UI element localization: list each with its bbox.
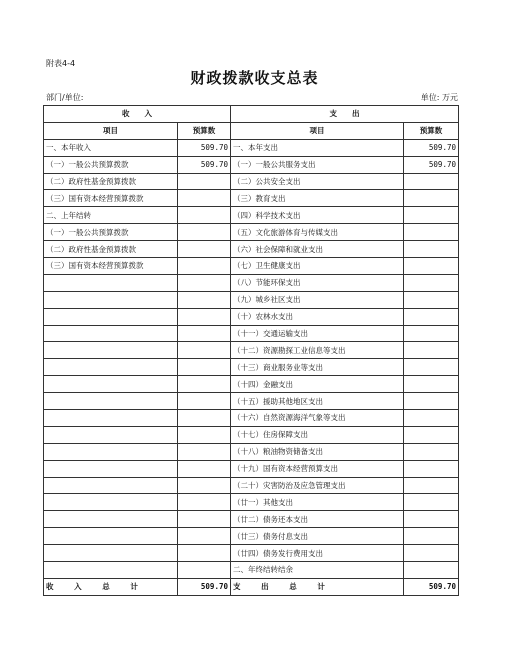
table-row <box>44 139 459 156</box>
income-value-cell <box>178 207 231 224</box>
expense-item-cell: （七）卫生健康支出 <box>231 258 404 275</box>
expense-value-cell <box>404 190 459 207</box>
table-row <box>44 494 459 511</box>
income-item-cell <box>44 460 178 477</box>
income-value-cell <box>178 562 231 579</box>
income-item-cell: （二）政府性基金预算拨款 <box>44 241 178 258</box>
page-title: 财政拨款收支总表 <box>190 69 319 87</box>
expense-value-cell: 509.70 <box>404 139 459 156</box>
totals-row <box>44 578 459 595</box>
income-item-cell: 二、上年结转 <box>44 207 178 224</box>
attachment-label: 附表4-4 <box>46 59 76 68</box>
income-value-cell <box>178 274 231 291</box>
table-row <box>44 241 459 258</box>
income-item-cell: （一）一般公共预算拨款 <box>44 224 178 241</box>
expense-value-cell <box>404 545 459 562</box>
income-item-cell <box>44 545 178 562</box>
expense-item-cell: （十）农林水支出 <box>231 308 404 325</box>
expense-value-cell <box>404 241 459 258</box>
income-value-cell: 509.70 <box>178 156 231 173</box>
expense-item-cell: （十七）住房保障支出 <box>231 426 404 443</box>
expense-value-cell <box>404 477 459 494</box>
table-row <box>44 173 459 190</box>
expense-item-cell: （廿一）其他支出 <box>231 494 404 511</box>
table-row <box>44 258 459 275</box>
expense-value-cell <box>404 410 459 427</box>
expense-value-cell <box>404 308 459 325</box>
income-item-cell <box>44 511 178 528</box>
income-value-cell <box>178 545 231 562</box>
expense-item-cell: （十九）国有资本经营预算支出 <box>231 460 404 477</box>
table-row <box>44 562 459 579</box>
table-row <box>44 426 459 443</box>
expense-item-cell: （廿三）债务付息支出 <box>231 528 404 545</box>
income-item-cell <box>44 443 178 460</box>
expense-item-cell: （一）一般公共服务支出 <box>231 156 404 173</box>
expense-item-cell: （二十）灾害防治及应急管理支出 <box>231 477 404 494</box>
income-value-cell <box>178 443 231 460</box>
income-value-cell <box>178 511 231 528</box>
expense-item-cell: （十一）交通运输支出 <box>231 325 404 342</box>
expense-item-cell: （三）教育支出 <box>231 190 404 207</box>
expense-item-cell: 二、年终结转结余 <box>231 562 404 579</box>
expense-item-cell: （十五）援助其他地区支出 <box>231 393 404 410</box>
income-item-cell <box>44 426 178 443</box>
expense-value-cell <box>404 291 459 308</box>
income-item-cell <box>44 410 178 427</box>
expense-value-cell <box>404 494 459 511</box>
income-value-cell <box>178 291 231 308</box>
expense-item-cell: （二）公共安全支出 <box>231 173 404 190</box>
income-value-cell <box>178 190 231 207</box>
income-value-cell <box>178 359 231 376</box>
income-value-cell <box>178 325 231 342</box>
expense-value-cell <box>404 325 459 342</box>
income-value-cell <box>178 342 231 359</box>
expense-value-cell <box>404 460 459 477</box>
income-item-cell <box>44 342 178 359</box>
table-row <box>44 342 459 359</box>
income-value-cell <box>178 258 231 275</box>
section-header-row <box>44 106 459 123</box>
table-row <box>44 224 459 241</box>
income-section-header: 收 入 <box>44 106 231 123</box>
expense-budget-header: 预算数 <box>404 122 459 139</box>
expense-value-cell <box>404 376 459 393</box>
table-row <box>44 460 459 477</box>
expense-value-cell <box>404 562 459 579</box>
income-value-cell <box>178 494 231 511</box>
table-row <box>44 393 459 410</box>
expense-item-cell: （廿四）债务发行费用支出 <box>231 545 404 562</box>
income-value-cell <box>178 224 231 241</box>
income-value-cell <box>178 426 231 443</box>
expense-value-cell <box>404 359 459 376</box>
table-row <box>44 325 459 342</box>
expense-item-cell: （十三）商业服务业等支出 <box>231 359 404 376</box>
income-item-cell <box>44 494 178 511</box>
table-row <box>44 376 459 393</box>
expense-item-cell: （四）科学技术支出 <box>231 207 404 224</box>
table-row <box>44 274 459 291</box>
expense-item-cell: （九）城乡社区支出 <box>231 291 404 308</box>
income-value-cell <box>178 528 231 545</box>
expense-value-cell: 509.70 <box>404 156 459 173</box>
income-value-cell <box>178 477 231 494</box>
income-item-cell <box>44 528 178 545</box>
column-header-row <box>44 122 459 139</box>
table-row <box>44 359 459 376</box>
income-total-value: 509.70 <box>178 578 231 595</box>
expense-value-cell <box>404 511 459 528</box>
expense-value-cell <box>404 528 459 545</box>
expense-item-cell: （八）节能环保支出 <box>231 274 404 291</box>
income-item-cell: （三）国有资本经营预算拨款 <box>44 258 178 275</box>
income-item-cell <box>44 376 178 393</box>
income-item-cell <box>44 562 178 579</box>
expense-item-cell: （十六）自然资源海洋气象等支出 <box>231 410 404 427</box>
expense-item-cell: （六）社会保障和就业支出 <box>231 241 404 258</box>
expense-section-header: 支 出 <box>231 106 459 123</box>
income-budget-header: 预算数 <box>178 122 231 139</box>
expense-item-cell: （廿二）债务还本支出 <box>231 511 404 528</box>
income-value-cell <box>178 460 231 477</box>
expense-value-cell <box>404 393 459 410</box>
expense-value-cell <box>404 426 459 443</box>
income-item-header: 项目 <box>44 122 178 139</box>
table-row <box>44 443 459 460</box>
income-value-cell <box>178 376 231 393</box>
expense-value-cell <box>404 258 459 275</box>
table-row <box>44 308 459 325</box>
expense-total-value: 509.70 <box>404 578 459 595</box>
income-item-cell <box>44 325 178 342</box>
expense-total-label: 支 出 总 计 <box>231 578 404 595</box>
expense-value-cell <box>404 224 459 241</box>
expense-item-header: 项目 <box>231 122 404 139</box>
income-total-label: 收 入 总 计 <box>44 578 178 595</box>
table-row <box>44 477 459 494</box>
table-row <box>44 410 459 427</box>
expense-value-cell <box>404 274 459 291</box>
income-item-cell <box>44 359 178 376</box>
expense-item-cell: （十二）资源勘探工业信息等支出 <box>231 342 404 359</box>
expense-item-cell: 一、本年支出 <box>231 139 404 156</box>
table-row <box>44 207 459 224</box>
expense-item-cell: （十四）金融支出 <box>231 376 404 393</box>
income-value-cell: 509.70 <box>178 139 231 156</box>
income-value-cell <box>178 241 231 258</box>
income-value-cell <box>178 173 231 190</box>
income-item-cell: （二）政府性基金预算拨款 <box>44 173 178 190</box>
income-value-cell <box>178 308 231 325</box>
table-row <box>44 156 459 173</box>
budget-table <box>43 105 459 596</box>
expense-value-cell <box>404 207 459 224</box>
income-value-cell <box>178 393 231 410</box>
table-row <box>44 528 459 545</box>
income-item-cell <box>44 477 178 494</box>
unit-label: 单位: 万元 <box>420 93 458 102</box>
expense-value-cell <box>404 173 459 190</box>
table-row <box>44 190 459 207</box>
income-item-cell: 一、本年收入 <box>44 139 178 156</box>
table-row <box>44 291 459 308</box>
income-item-cell <box>44 291 178 308</box>
expense-item-cell: （五）文化旅游体育与传媒支出 <box>231 224 404 241</box>
expense-item-cell: （十八）粮油物资储备支出 <box>231 443 404 460</box>
income-item-cell <box>44 308 178 325</box>
expense-value-cell <box>404 443 459 460</box>
income-item-cell: （一）一般公共预算拨款 <box>44 156 178 173</box>
table-row <box>44 511 459 528</box>
expense-value-cell <box>404 342 459 359</box>
income-item-cell <box>44 274 178 291</box>
income-item-cell: （三）国有资本经营预算拨款 <box>44 190 178 207</box>
income-value-cell <box>178 410 231 427</box>
table-row <box>44 545 459 562</box>
dept-label: 部门/单位: <box>46 93 84 102</box>
income-item-cell <box>44 393 178 410</box>
